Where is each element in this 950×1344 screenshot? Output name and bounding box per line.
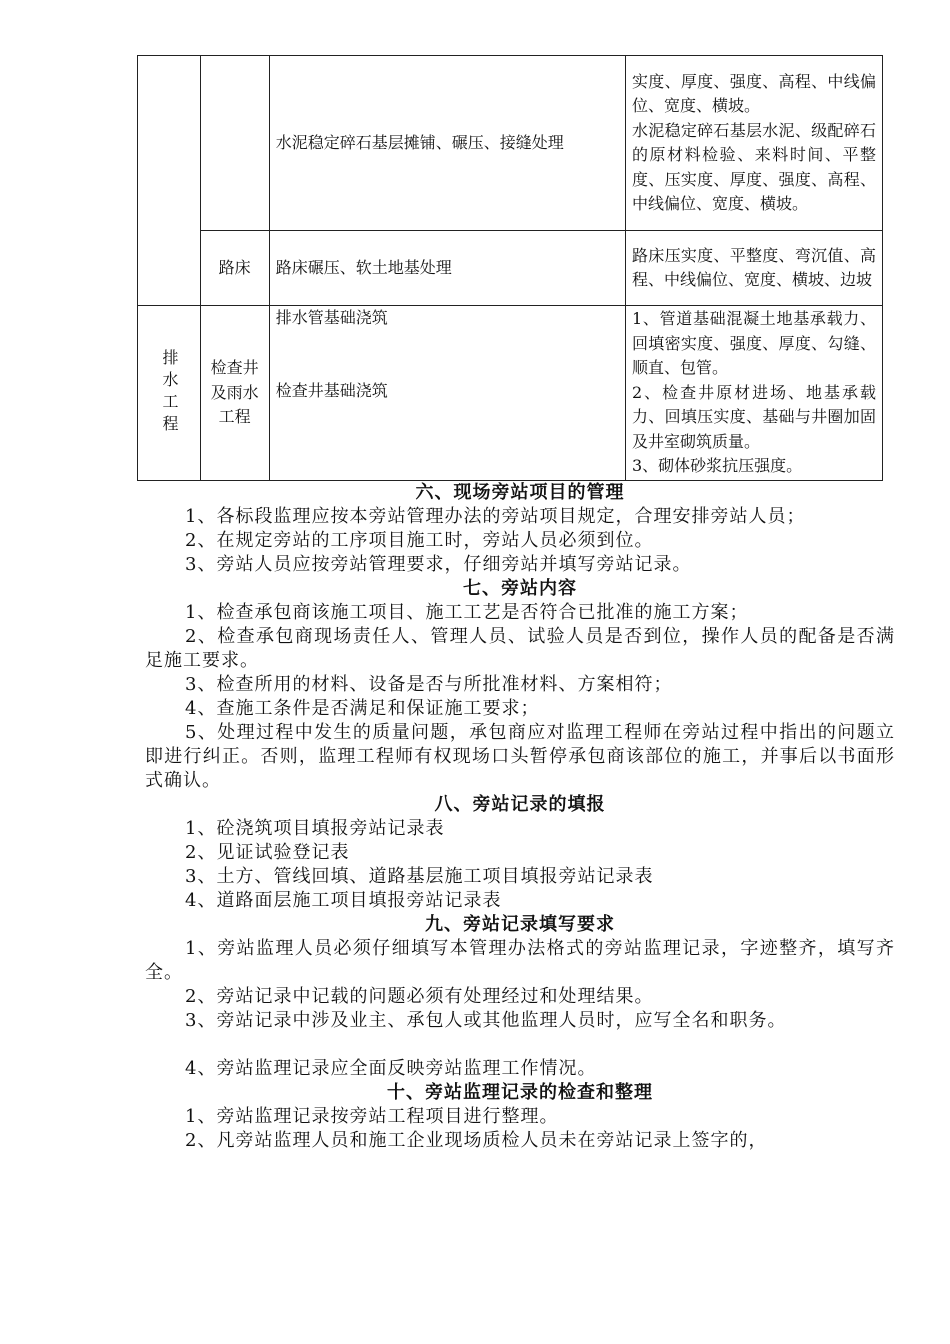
category-label: 排水工程 — [160, 349, 180, 437]
content-cell: 路床碾压、软土地基处理 — [269, 231, 625, 306]
content-line: 检查井基础浇筑 — [275, 380, 388, 400]
paragraph: 3、旁站记录中涉及业主、承包人或其他监理人员时，应写全名和职务。 — [185, 1010, 787, 1031]
item-cell: 检查井及雨水工程 — [200, 306, 269, 481]
table-row — [138, 306, 883, 481]
table-row — [138, 56, 883, 231]
paragraph: 1、旁站监理记录按旁站工程项目进行整理。 — [185, 1106, 559, 1127]
category-cell-empty — [138, 56, 201, 306]
section-heading: 六、现场旁站项目的管理 — [415, 482, 625, 503]
section-heading: 九、旁站记录填写要求 — [425, 914, 615, 935]
paragraph: 1、各标段监理应按本旁站管理办法的旁站项目规定，合理安排旁站人员； — [185, 506, 806, 527]
document-page — [145, 55, 895, 1153]
paragraph: 3、旁站人员应按旁站管理要求，仔细旁站并填写旁站记录。 — [185, 554, 692, 575]
paragraph: 5、处理过程中发生的质量问题，承包商应对监理工程师在旁站过程中指出的问题立即进行纠正。否则，监理工程师有权现场口头暂停承包商该部位的施工，并事后以书面形式确认。 — [145, 722, 895, 791]
content-cell: 水泥稳定碎石基层摊铺、碾压、接缝处理 — [269, 56, 625, 231]
table-row — [138, 231, 883, 306]
paragraph: 2、旁站记录中记载的问题必须有处理经过和处理结果。 — [185, 986, 654, 1007]
section-9 — [145, 913, 895, 1081]
points-cell — [626, 306, 883, 481]
supervision-table — [137, 55, 883, 481]
section-8 — [145, 793, 895, 913]
paragraph: 1、旁站监理人员必须仔细填写本管理办法格式的旁站监理记录，字迹整齐，填写齐全。 — [145, 938, 895, 983]
paragraph: 4、查施工条件是否满足和保证施工要求； — [185, 698, 540, 719]
section-heading: 八、旁站记录的填报 — [434, 794, 606, 815]
paragraph: 4、旁站监理记录应全面反映旁站监理工作情况。 — [185, 1058, 597, 1079]
paragraph: 3、土方、管线回填、道路基层施工项目填报旁站记录表 — [185, 866, 654, 887]
blank-line — [145, 1033, 895, 1057]
points-text: 3、砌体砂浆抗压强度。 — [632, 456, 803, 476]
points-cell: 路床压实度、平整度、弯沉值、高程、中线偏位、宽度、横坡、边坡 — [626, 231, 883, 306]
points-cell — [626, 56, 883, 231]
paragraph: 4、道路面层施工项目填报旁站记录表 — [185, 890, 502, 911]
section-heading: 十、旁站监理记录的检查和整理 — [387, 1082, 653, 1103]
item-cell — [200, 56, 269, 231]
section-heading: 七、旁站内容 — [463, 578, 577, 599]
content-cell — [269, 306, 625, 481]
section-6 — [145, 481, 895, 577]
paragraph: 2、在规定旁站的工序项目施工时，旁站人员必须到位。 — [185, 530, 654, 551]
paragraph: 2、见证试验登记表 — [185, 842, 350, 863]
section-10 — [145, 1081, 895, 1153]
paragraph: 1、砼浇筑项目填报旁站记录表 — [185, 818, 445, 839]
points-text: 实度、厚度、强度、高程、中线偏位、宽度、横坡。 — [632, 71, 876, 115]
paragraph: 3、检查所用的材料、设备是否与所批准材料、方案相符； — [185, 674, 673, 695]
points-text: 2、检查井原材进场、地基承载力、回填压实度、基础与井圈加固及井室砌筑质量。 — [632, 382, 876, 451]
paragraph: 1、检查承包商该施工项目、施工工艺是否符合已批准的施工方案； — [185, 602, 749, 623]
points-text: 水泥稳定碎石基层水泥、级配碎石的原材料检验、来料时间、平整度、压实度、厚度、强度、高程、中线偏位、宽度、横坡。 — [632, 120, 876, 213]
paragraph: 2、凡旁站监理人员和施工企业现场质检人员未在旁站记录上签字的， — [185, 1130, 768, 1151]
paragraph: 2、检查承包商现场责任人、管理人员、试验人员是否到位，操作人员的配备是否满足施工要求。 — [145, 626, 895, 671]
category-cell — [138, 306, 201, 481]
points-text: 1、管道基础混凝土地基承载力、回填密实度、强度、厚度、勾缝、顺直、包管。 — [632, 309, 876, 378]
content-line: 排水管基础浇筑 — [275, 308, 388, 327]
section-7 — [145, 577, 895, 793]
item-cell: 路床 — [200, 231, 269, 306]
